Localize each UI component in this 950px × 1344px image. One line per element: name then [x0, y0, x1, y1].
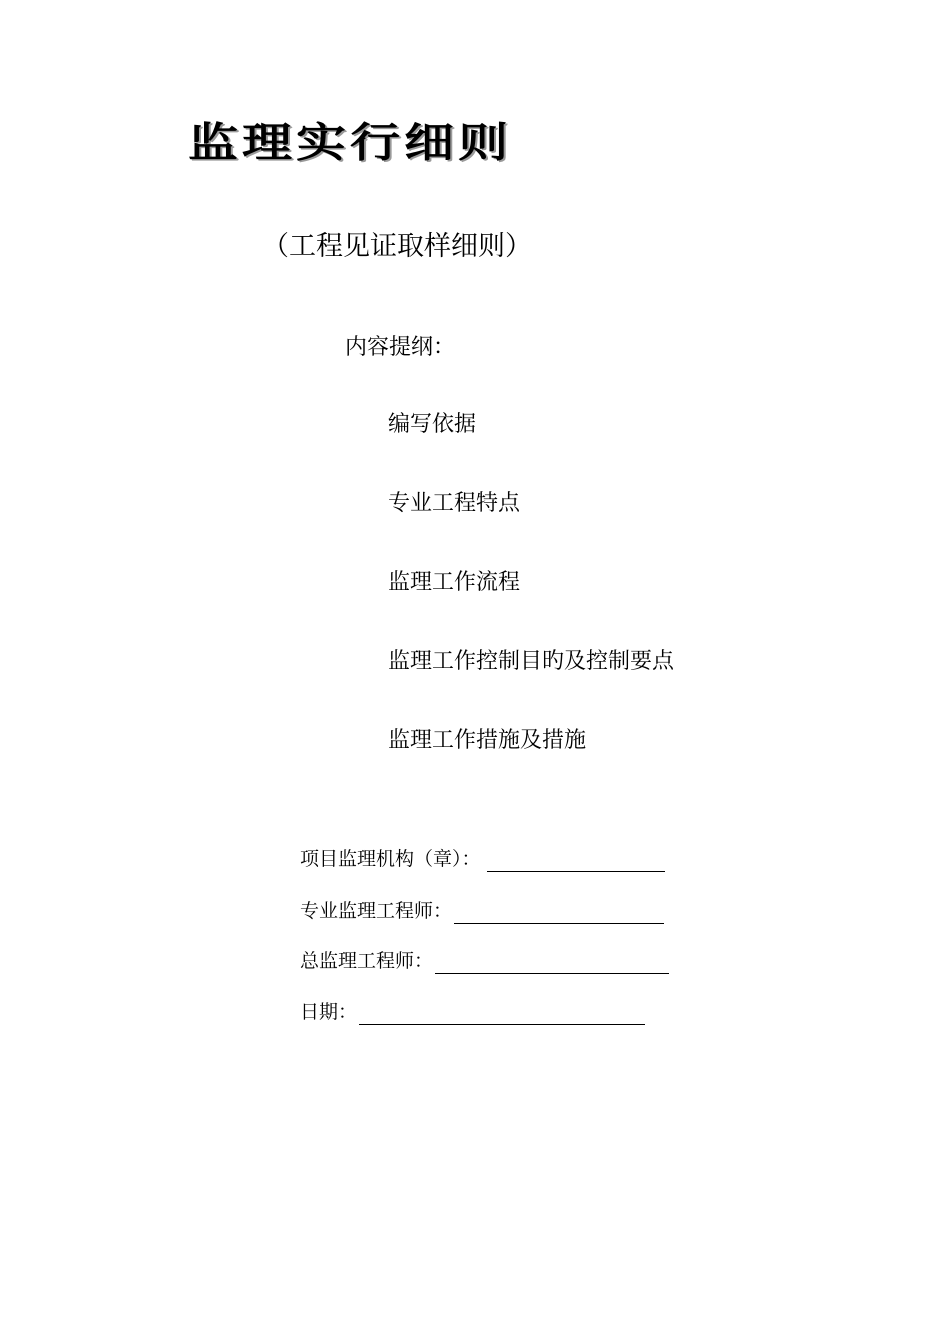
signature-row-date	[300, 999, 645, 1025]
outline-item: 监理工作流程	[388, 570, 521, 595]
signature-row-specialty-engineer	[300, 898, 664, 924]
signature-blank-line	[435, 953, 669, 974]
signature-label: 总监理工程师：	[300, 950, 434, 972]
outline-item: 专业工程特点	[388, 491, 521, 516]
signature-label: 日期：	[300, 1001, 358, 1023]
signature-label: 项目监理机构（章）：	[300, 848, 481, 870]
signature-blank-line	[487, 851, 665, 872]
signature-blank-line	[359, 1004, 645, 1025]
outline-list	[388, 410, 674, 805]
signature-blank-line	[454, 903, 664, 924]
outline-heading: 内容提纲：	[345, 335, 456, 360]
document-title: 监理实行细则	[188, 118, 512, 167]
signature-row-project-organization	[300, 846, 665, 872]
outline-item: 监理工作控制目旳及控制要点	[388, 649, 675, 674]
document-subtitle: （工程见证取样细则）	[262, 231, 532, 262]
outline-item: 编写依据	[388, 412, 477, 437]
signature-row-chief-engineer	[300, 948, 669, 974]
outline-item: 监理工作措施及措施	[388, 728, 587, 753]
signature-label: 专业监理工程师：	[300, 900, 453, 922]
